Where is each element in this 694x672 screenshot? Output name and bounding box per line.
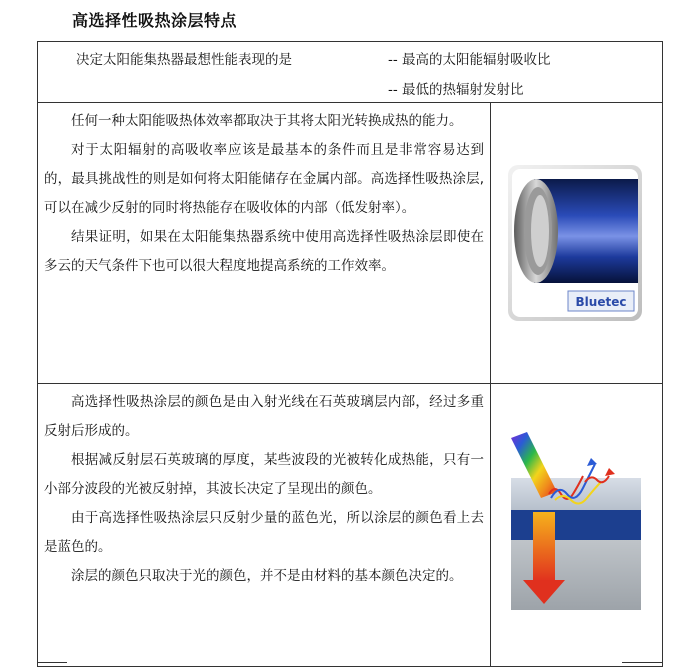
coating-reflection-diagram: [511, 432, 641, 610]
section2-row: [38, 384, 663, 667]
section1-paragraph: 对于太阳辐射的高吸收率应该是最基本的条件而且是非常容易达到的，最具挑战性的则是如何将太阳能储存在金属内部。高选择性吸热涂层,可以在减少反射的同时将热能存在吸收体的内部（低发射率）。: [44, 142, 484, 216]
intro-answer-emission: -- 最低的热辐射发射比: [388, 82, 524, 98]
section1-image-cell: [491, 103, 663, 384]
section1-paragraph: 结果证明，如果在太阳能集热器系统中使用高选择性吸热涂层即使在多云的天气条件下也可以很大程度地提高系统的工作效率。: [44, 229, 484, 274]
coated-tube-photo: [508, 165, 642, 321]
section1-paragraph: 任何一种太阳能吸热体效率都取决于其将太阳光转换成热的能力。: [71, 113, 463, 129]
section1-text-cell: [38, 103, 491, 384]
page-title: 高选择性吸热涂层特点: [72, 11, 238, 30]
section2-paragraph: 涂层的颜色只取决于光的颜色，并不是由材料的基本颜色决定的。: [71, 568, 463, 584]
section2-image-cell: [491, 384, 663, 667]
bluetec-logo: Bluetec: [575, 295, 627, 309]
section2-paragraph: 根据减反射层石英玻璃的厚度，某些波段的光被转化成热能，只有一小部分波段的光被反射掉，其波长决定了呈现出的颜色。: [44, 452, 484, 497]
section1-row: [38, 103, 663, 384]
section2-text-cell: [38, 384, 491, 667]
intro-cell: [38, 42, 663, 103]
intro-question: 决定太阳能集热器最想性能表现的是: [76, 52, 292, 68]
intro-row: [38, 42, 663, 103]
section2-paragraph: 高选择性吸热涂层的颜色是由入射光线在石英玻璃层内部，经过多重反射后形成的。: [44, 394, 484, 439]
intro-answer-absorption: -- 最高的太阳能辐射吸收比: [388, 52, 551, 68]
feature-table: [37, 41, 663, 667]
section2-paragraph: 由于高选择性吸热涂层只反射少量的蓝色光，所以涂层的颜色看上去是蓝色的。: [44, 510, 484, 555]
